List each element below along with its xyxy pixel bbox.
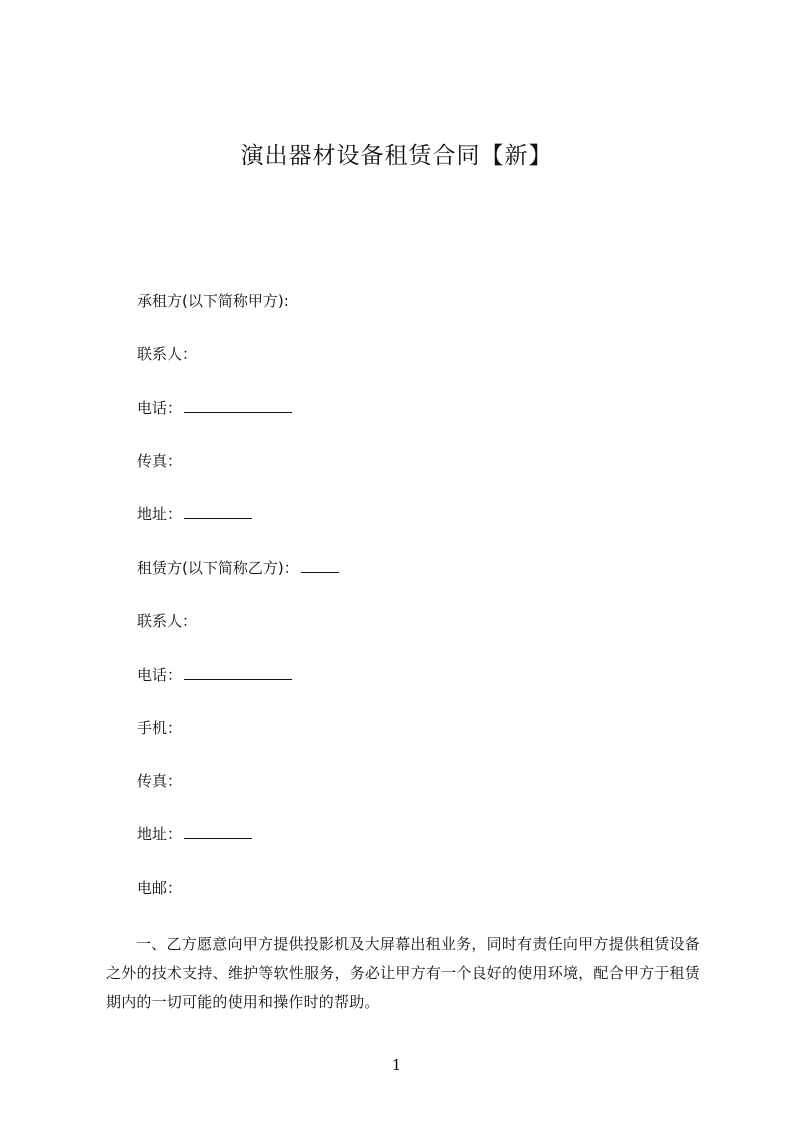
lessor-phone-blank (184, 665, 292, 680)
page-number: 1 (391, 1056, 402, 1074)
lessor-party-blank (301, 558, 339, 573)
lessee-address-field (137, 503, 252, 525)
clause-1-paragraph: 一、乙方愿意向甲方提供投影机及大屏幕出租业务，同时有责任向甲方提供租赁设备之外的技术支持、维护等软性服务，务必让甲方有一个良好的使用环境，配合甲方于租赁期内的一切可能的使用和操作时的帮助。 (106, 935, 700, 1011)
lessee-phone-blank (184, 398, 292, 413)
document-title: 演出器材设备租赁合同【新】 (240, 143, 553, 169)
lessee-contact-label: 联系人： (137, 345, 198, 363)
lessee-address-blank (184, 504, 252, 519)
lessor-address-field (137, 823, 252, 845)
lessee-party-field (137, 290, 289, 312)
lessee-fax-label: 传真： (137, 452, 183, 470)
lessor-contact-label: 联系人： (137, 612, 198, 630)
lessor-party-field (137, 557, 339, 579)
lessee-phone-field (137, 397, 292, 419)
lessor-fax-label: 传真： (137, 772, 183, 790)
lessor-phone-field (137, 664, 292, 686)
lessee-party-label: 承租方(以下简称甲方): (137, 292, 289, 310)
lessor-address-blank (184, 824, 252, 839)
lessor-email-field (137, 877, 182, 899)
lessee-phone-label: 电话： (137, 399, 183, 417)
lessor-phone-label: 电话： (137, 666, 183, 684)
lessor-party-label: 租赁方(以下简称乙方)： (137, 559, 299, 577)
lessee-contact-field (137, 343, 197, 365)
lessor-contact-field (137, 610, 197, 632)
lessor-address-label: 地址： (137, 825, 183, 843)
lessor-mobile-field (137, 717, 182, 739)
lessor-mobile-label: 手机： (137, 719, 183, 737)
lessee-address-label: 地址： (137, 505, 183, 523)
lessee-fax-field (137, 450, 182, 472)
lessor-email-label: 电邮： (137, 879, 183, 897)
lessor-fax-field (137, 770, 182, 792)
